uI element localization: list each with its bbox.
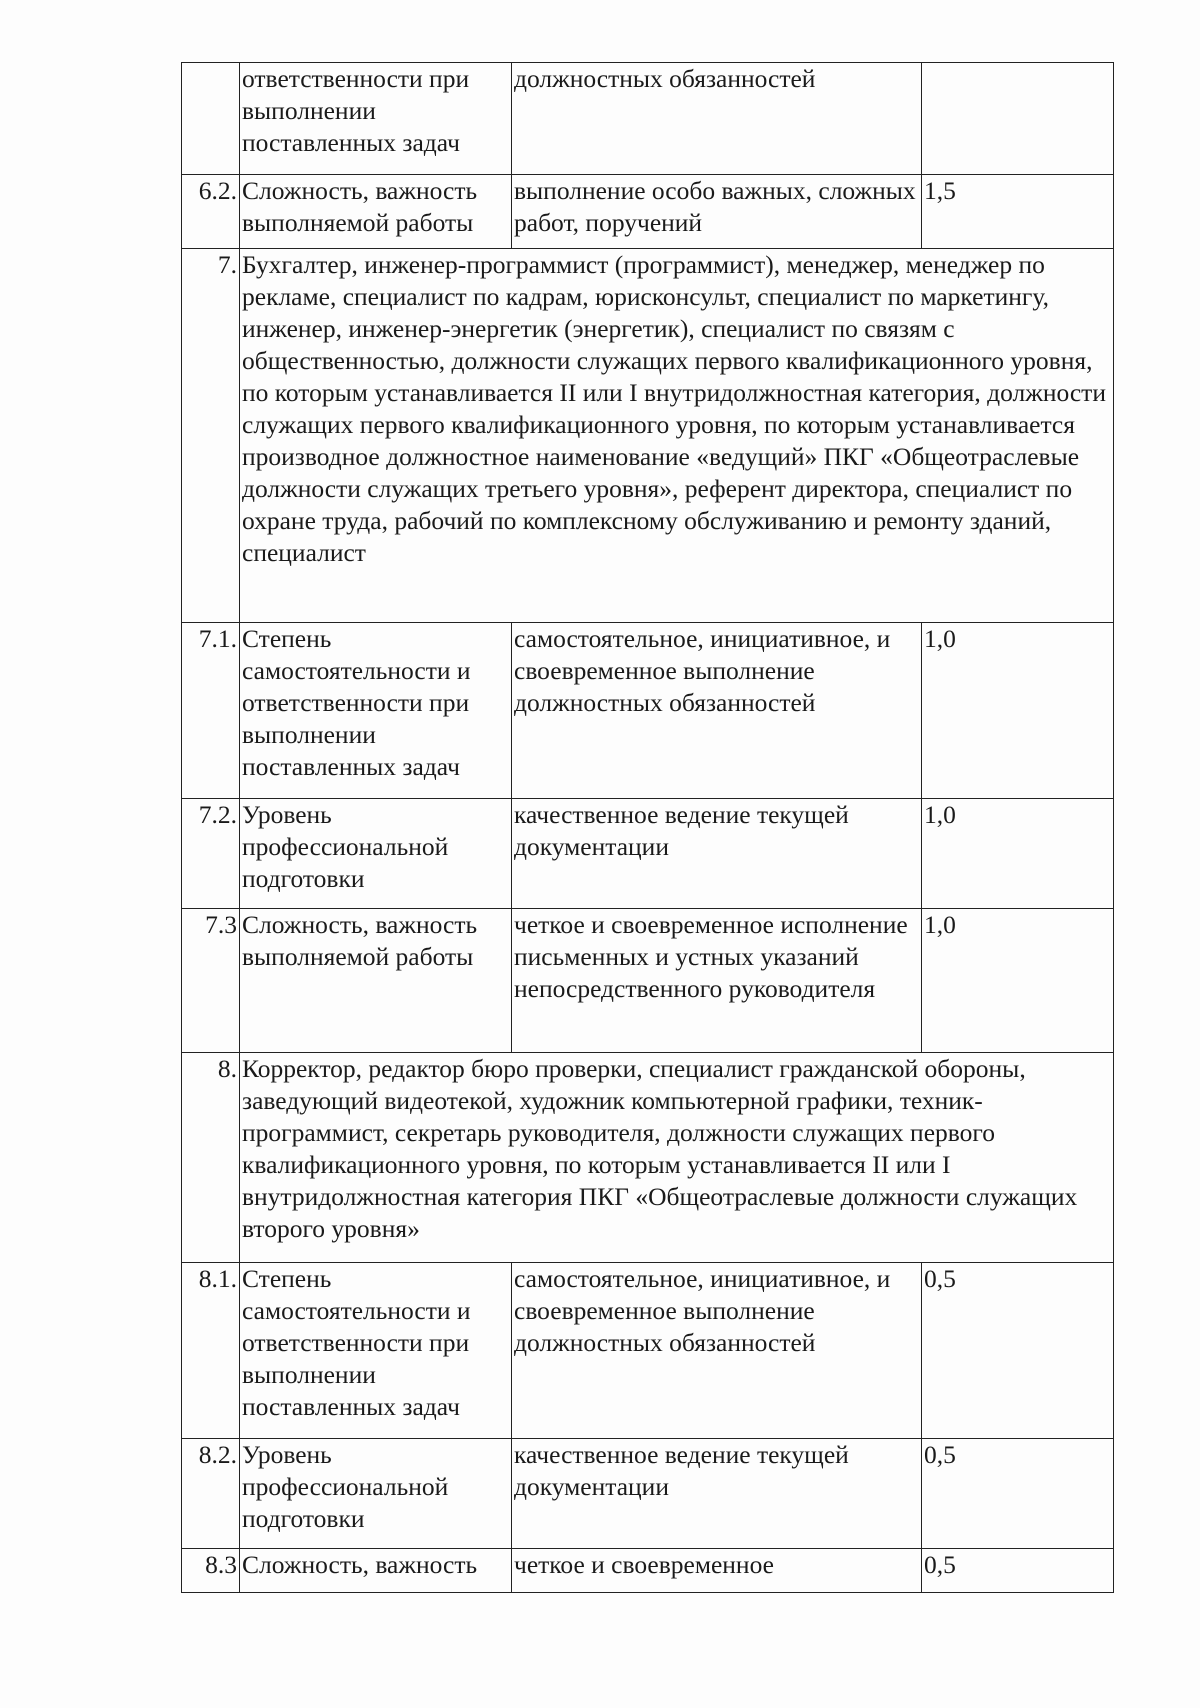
criterion-condition: должностных обязанностей [512, 63, 922, 175]
coefficient-value: 1,5 [922, 175, 1114, 249]
criteria-table [181, 62, 1114, 1593]
criterion-name: Сложность, важность выполняемой работы [240, 909, 512, 1053]
table-row [182, 1263, 1114, 1439]
table-row [182, 799, 1114, 909]
row-number: 6.2. [182, 175, 240, 249]
table-group-row [182, 1053, 1114, 1263]
row-number: 7.3 [182, 909, 240, 1053]
criterion-condition: качественное ведение текущей документации [512, 799, 922, 909]
criterion-condition: качественное ведение текущей документации [512, 1439, 922, 1549]
row-number: 7.1. [182, 623, 240, 799]
coefficient-value: 1,0 [922, 909, 1114, 1053]
coefficient-value: 0,5 [922, 1439, 1114, 1549]
table-row [182, 1439, 1114, 1549]
coefficient-value: 0,5 [922, 1263, 1114, 1439]
position-group-description: Корректор, редактор бюро проверки, специалист гражданской обороны, заведующий видеотекой, художник компьютерной графики, техник-программист, секретарь руководителя, должности служащих первого квалификационного уровня, по которым устанавливается II или I внутридолжностная категория ПКГ «Общеотраслевые должности служащих второго уровня» [240, 1053, 1114, 1263]
row-number: 8.1. [182, 1263, 240, 1439]
row-number: 7.2. [182, 799, 240, 909]
criterion-name: Степень самостоятельности и ответственности при выполнении поставленных задач [240, 623, 512, 799]
criterion-condition: четкое и своевременное исполнение письменных и устных указаний непосредственного руководителя [512, 909, 922, 1053]
criterion-name: ответственности при выполнении поставленных задач [240, 63, 512, 175]
table-row [182, 1549, 1114, 1593]
position-group-description: Бухгалтер, инженер-программист (программист), менеджер, менеджер по рекламе, специалист по кадрам, юрисконсульт, специалист по маркетингу, инженер, инженер-энергетик (энергетик), специалист по связям с общественностью, должности служащих первого квалификационного уровня, по которым устанавливается II или I внутридолжностная категория, должности служащих первого квалификационного уровня, по которым устанавливается производное должностное наименование «ведущий» ПКГ «Общеотраслевые должности служащих третьего уровня», референт директора, специалист по охране труда, рабочий по комплексному обслуживанию и ремонту зданий, специалист [240, 249, 1114, 623]
coefficient-value: 1,0 [922, 799, 1114, 909]
coefficient-value: 0,5 [922, 1549, 1114, 1593]
table-row [182, 175, 1114, 249]
criterion-name: Степень самостоятельности и ответственности при выполнении поставленных задач [240, 1263, 512, 1439]
table-group-row [182, 249, 1114, 623]
row-number: 8.3 [182, 1549, 240, 1593]
criteria-table-body [182, 63, 1114, 1593]
criterion-name: Уровень профессиональной подготовки [240, 1439, 512, 1549]
coefficient-value: 1,0 [922, 623, 1114, 799]
row-number [182, 63, 240, 175]
table-row [182, 623, 1114, 799]
table-row [182, 909, 1114, 1053]
criterion-name: Сложность, важность [240, 1549, 512, 1593]
row-number: 7. [182, 249, 240, 623]
coefficient-value [922, 63, 1114, 175]
criterion-condition: самостоятельное, инициативное, и своевременное выполнение должностных обязанностей [512, 1263, 922, 1439]
criterion-name: Сложность, важность выполняемой работы [240, 175, 512, 249]
row-number: 8. [182, 1053, 240, 1263]
table-row [182, 63, 1114, 175]
criterion-condition: самостоятельное, инициативное, и своевременное выполнение должностных обязанностей [512, 623, 922, 799]
criterion-condition: выполнение особо важных, сложных работ, поручений [512, 175, 922, 249]
row-number: 8.2. [182, 1439, 240, 1549]
criterion-condition: четкое и своевременное [512, 1549, 922, 1593]
criterion-name: Уровень профессиональной подготовки [240, 799, 512, 909]
